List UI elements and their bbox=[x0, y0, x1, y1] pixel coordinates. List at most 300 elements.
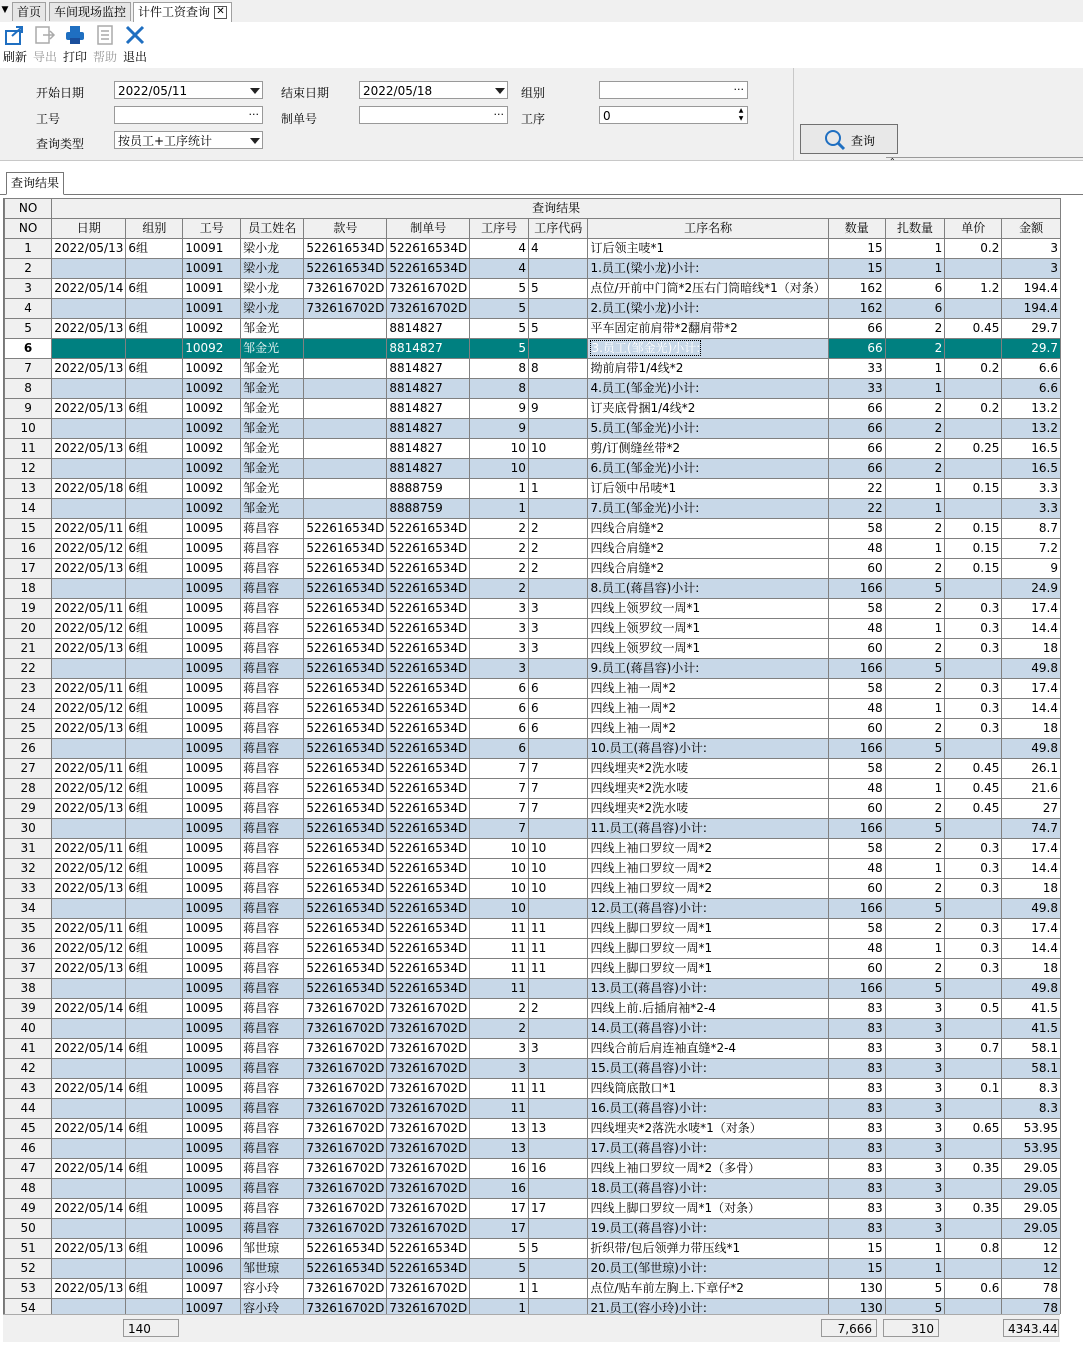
table-cell[interactable]: 21.员工(容小玲)小计: bbox=[588, 1299, 828, 1315]
table-cell[interactable]: 3 bbox=[470, 659, 529, 679]
column-header[interactable]: 金额 bbox=[1002, 219, 1061, 239]
table-cell[interactable]: 蒋昌容 bbox=[241, 1039, 304, 1059]
table-cell[interactable]: 蒋昌容 bbox=[241, 1139, 304, 1159]
table-cell[interactable]: 10091 bbox=[183, 259, 241, 279]
table-cell[interactable] bbox=[304, 399, 387, 419]
table-cell[interactable]: 5 bbox=[470, 299, 529, 319]
table-row[interactable] bbox=[5, 1219, 1061, 1239]
table-cell[interactable]: 17.4 bbox=[1002, 839, 1061, 859]
table-cell[interactable]: 10 bbox=[470, 459, 529, 479]
table-cell[interactable]: 3 bbox=[470, 1059, 529, 1079]
table-cell[interactable]: 522616534D bbox=[387, 619, 470, 639]
table-cell[interactable]: 6组 bbox=[126, 799, 183, 819]
table-cell[interactable]: 10095 bbox=[183, 839, 241, 859]
table-cell[interactable]: 邹金光 bbox=[241, 439, 304, 459]
table-cell[interactable]: 522616534D bbox=[387, 759, 470, 779]
table-cell[interactable] bbox=[945, 659, 1002, 679]
group-input[interactable] bbox=[599, 81, 748, 99]
table-cell[interactable]: 0.1 bbox=[945, 1079, 1002, 1099]
tab-query-results[interactable]: 查询结果 bbox=[6, 172, 64, 195]
table-cell[interactable] bbox=[52, 819, 126, 839]
table-cell[interactable]: 3 bbox=[1002, 239, 1061, 259]
table-cell[interactable]: 10095 bbox=[183, 1039, 241, 1059]
table-cell[interactable]: 3 bbox=[885, 1219, 945, 1239]
table-cell[interactable]: 8814827 bbox=[387, 399, 470, 419]
table-cell[interactable]: 15.员工(蒋昌容)小计: bbox=[588, 1059, 828, 1079]
table-cell[interactable]: 11 bbox=[470, 979, 529, 999]
table-cell[interactable]: 17 bbox=[470, 1219, 529, 1239]
table-cell[interactable]: 2022/05/13 bbox=[52, 959, 126, 979]
table-cell[interactable]: 17.4 bbox=[1002, 919, 1061, 939]
table-cell[interactable] bbox=[945, 419, 1002, 439]
table-cell[interactable]: 蒋昌容 bbox=[241, 1179, 304, 1199]
table-cell[interactable]: 130 bbox=[828, 1299, 885, 1315]
table-cell[interactable]: 0.3 bbox=[945, 619, 1002, 639]
table-cell[interactable] bbox=[304, 479, 387, 499]
table-cell[interactable]: 522616534D bbox=[387, 1239, 470, 1259]
table-cell[interactable] bbox=[126, 1259, 183, 1279]
table-cell[interactable]: 4 bbox=[470, 259, 529, 279]
table-cell[interactable]: 2022/05/12 bbox=[52, 539, 126, 559]
table-cell[interactable]: 58 bbox=[828, 519, 885, 539]
table-cell[interactable]: 10095 bbox=[183, 699, 241, 719]
table-cell[interactable]: 蒋昌容 bbox=[241, 899, 304, 919]
table-cell[interactable]: 梁小龙 bbox=[241, 239, 304, 259]
table-cell[interactable]: 3 bbox=[885, 1099, 945, 1119]
table-cell[interactable]: 1.员工(梁小龙)小计: bbox=[588, 259, 828, 279]
table-cell[interactable]: 10095 bbox=[183, 719, 241, 739]
table-cell[interactable]: 29.05 bbox=[1002, 1219, 1061, 1239]
table-cell[interactable] bbox=[126, 459, 183, 479]
table-cell[interactable]: 1 bbox=[885, 499, 945, 519]
table-cell[interactable] bbox=[528, 339, 588, 359]
table-cell[interactable]: 6 bbox=[470, 739, 529, 759]
table-cell[interactable]: 522616534D bbox=[387, 599, 470, 619]
table-cell[interactable]: 522616534D bbox=[387, 979, 470, 999]
table-cell[interactable]: 24.9 bbox=[1002, 579, 1061, 599]
table-cell[interactable] bbox=[126, 419, 183, 439]
table-cell[interactable]: 522616534D bbox=[304, 1259, 387, 1279]
table-cell[interactable]: 16.员工(蒋昌容)小计: bbox=[588, 1099, 828, 1119]
table-cell[interactable]: 2022/05/12 bbox=[52, 699, 126, 719]
table-cell[interactable]: 2 bbox=[470, 999, 529, 1019]
table-row[interactable] bbox=[5, 419, 1061, 439]
table-cell[interactable]: 1 bbox=[885, 1239, 945, 1259]
table-cell[interactable]: 2022/05/11 bbox=[52, 679, 126, 699]
table-cell[interactable] bbox=[304, 359, 387, 379]
table-cell[interactable]: 58 bbox=[828, 919, 885, 939]
table-cell[interactable]: 83 bbox=[828, 1139, 885, 1159]
table-cell[interactable]: 522616534D bbox=[387, 539, 470, 559]
table-cell[interactable]: 10 bbox=[470, 439, 529, 459]
table-cell[interactable]: 0.2 bbox=[945, 239, 1002, 259]
table-cell[interactable]: 58 bbox=[828, 599, 885, 619]
table-cell[interactable]: 6组 bbox=[126, 999, 183, 1019]
table-cell[interactable]: 22 bbox=[828, 499, 885, 519]
table-cell[interactable]: 48 bbox=[828, 939, 885, 959]
table-cell[interactable]: 522616534D bbox=[304, 879, 387, 899]
table-cell[interactable]: 2 bbox=[470, 559, 529, 579]
table-cell[interactable]: 6组 bbox=[126, 1079, 183, 1099]
table-row[interactable] bbox=[5, 1099, 1061, 1119]
table-cell[interactable]: 732616702D bbox=[387, 1139, 470, 1159]
table-cell[interactable]: 5.员工(邹金光)小计: bbox=[588, 419, 828, 439]
table-cell[interactable]: 58 bbox=[828, 679, 885, 699]
table-cell[interactable]: 四线埋夹*2洗水唛 bbox=[588, 799, 828, 819]
table-cell[interactable]: 6组 bbox=[126, 359, 183, 379]
table-cell[interactable]: 522616534D bbox=[304, 259, 387, 279]
table-cell[interactable]: 522616534D bbox=[304, 939, 387, 959]
row-number-cell[interactable]: 44 bbox=[5, 1099, 52, 1119]
table-cell[interactable]: 3 bbox=[470, 1039, 529, 1059]
table-cell[interactable]: 2 bbox=[885, 959, 945, 979]
table-cell[interactable]: 522616534D bbox=[387, 639, 470, 659]
table-cell[interactable]: 8814827 bbox=[387, 439, 470, 459]
table-cell[interactable]: 1 bbox=[528, 479, 588, 499]
table-cell[interactable]: 2022/05/13 bbox=[52, 359, 126, 379]
table-cell[interactable]: 66 bbox=[828, 419, 885, 439]
table-cell[interactable]: 四线上领罗纹一周*1 bbox=[588, 599, 828, 619]
table-cell[interactable]: 1 bbox=[885, 379, 945, 399]
row-number-cell[interactable]: 23 bbox=[5, 679, 52, 699]
table-cell[interactable]: 蒋昌容 bbox=[241, 619, 304, 639]
table-cell[interactable]: 2 bbox=[885, 339, 945, 359]
table-cell[interactable]: 点位/贴车前左胸上.下章仔*2 bbox=[588, 1279, 828, 1299]
table-cell[interactable]: 18 bbox=[1002, 719, 1061, 739]
table-cell[interactable]: 29.7 bbox=[1002, 319, 1061, 339]
table-cell[interactable]: 10095 bbox=[183, 919, 241, 939]
row-number-cell[interactable]: 52 bbox=[5, 1259, 52, 1279]
table-cell[interactable]: 6 bbox=[885, 299, 945, 319]
table-cell[interactable]: 11 bbox=[470, 1079, 529, 1099]
table-cell[interactable]: 6 bbox=[470, 699, 529, 719]
table-row[interactable] bbox=[5, 799, 1061, 819]
table-cell[interactable]: 12.员工(蒋昌容)小计: bbox=[588, 899, 828, 919]
table-cell[interactable]: 48 bbox=[828, 539, 885, 559]
table-cell[interactable]: 10095 bbox=[183, 779, 241, 799]
table-cell[interactable]: 3 bbox=[885, 1199, 945, 1219]
table-cell[interactable]: 11 bbox=[470, 1099, 529, 1119]
tab-list-arrow-icon[interactable]: ▼ bbox=[1, 5, 9, 15]
table-cell[interactable]: 蒋昌容 bbox=[241, 579, 304, 599]
table-cell[interactable]: 1 bbox=[885, 239, 945, 259]
table-cell[interactable]: 蒋昌容 bbox=[241, 999, 304, 1019]
table-cell[interactable]: 5 bbox=[470, 339, 529, 359]
table-cell[interactable]: 2 bbox=[885, 759, 945, 779]
table-cell[interactable]: 10092 bbox=[183, 399, 241, 419]
table-cell[interactable]: 10095 bbox=[183, 1079, 241, 1099]
table-cell[interactable]: 58.1 bbox=[1002, 1059, 1061, 1079]
table-cell[interactable]: 2022/05/13 bbox=[52, 719, 126, 739]
table-cell[interactable]: 2022/05/13 bbox=[52, 1239, 126, 1259]
table-cell[interactable] bbox=[52, 379, 126, 399]
table-row[interactable] bbox=[5, 1259, 1061, 1279]
table-cell[interactable]: 蒋昌容 bbox=[241, 719, 304, 739]
table-row[interactable] bbox=[5, 939, 1061, 959]
table-cell[interactable]: 11 bbox=[470, 939, 529, 959]
table-cell[interactable]: 6组 bbox=[126, 679, 183, 699]
table-cell[interactable]: 5 bbox=[885, 979, 945, 999]
table-cell[interactable]: 3.3 bbox=[1002, 479, 1061, 499]
table-row[interactable] bbox=[5, 1179, 1061, 1199]
table-cell[interactable]: 0.3 bbox=[945, 639, 1002, 659]
table-cell[interactable]: 522616534D bbox=[304, 779, 387, 799]
table-cell[interactable] bbox=[945, 1219, 1002, 1239]
column-header[interactable]: 款号 bbox=[304, 219, 387, 239]
table-cell[interactable]: 2 bbox=[528, 519, 588, 539]
table-cell[interactable]: 2022/05/13 bbox=[52, 319, 126, 339]
table-cell[interactable]: 6 bbox=[470, 679, 529, 699]
tab-piecework-wage-query[interactable] bbox=[133, 2, 232, 22]
table-cell[interactable]: 10095 bbox=[183, 1179, 241, 1199]
table-cell[interactable]: 732616702D bbox=[304, 1219, 387, 1239]
table-cell[interactable]: 522616534D bbox=[304, 519, 387, 539]
table-cell[interactable] bbox=[528, 379, 588, 399]
table-cell[interactable]: 10091 bbox=[183, 299, 241, 319]
table-cell[interactable]: 41.5 bbox=[1002, 1019, 1061, 1039]
row-number-cell[interactable]: 50 bbox=[5, 1219, 52, 1239]
table-cell[interactable]: 1 bbox=[885, 1259, 945, 1279]
table-cell[interactable]: 梁小龙 bbox=[241, 259, 304, 279]
worker-id-input[interactable] bbox=[114, 106, 263, 124]
table-cell[interactable]: 6组 bbox=[126, 519, 183, 539]
table-cell[interactable]: 2022/05/18 bbox=[52, 479, 126, 499]
table-cell[interactable]: 18 bbox=[1002, 959, 1061, 979]
table-cell[interactable]: 0.3 bbox=[945, 599, 1002, 619]
row-number-cell[interactable]: 27 bbox=[5, 759, 52, 779]
table-cell[interactable]: 四线上脚口罗纹一周*1 bbox=[588, 939, 828, 959]
table-row[interactable] bbox=[5, 679, 1061, 699]
table-cell[interactable]: 邹世琼 bbox=[241, 1239, 304, 1259]
table-cell[interactable]: 732616702D bbox=[304, 1079, 387, 1099]
table-cell[interactable] bbox=[304, 319, 387, 339]
row-number-cell[interactable]: 11 bbox=[5, 439, 52, 459]
table-cell[interactable]: 10096 bbox=[183, 1239, 241, 1259]
table-cell[interactable] bbox=[126, 1059, 183, 1079]
table-cell[interactable]: 10095 bbox=[183, 619, 241, 639]
order-no-input[interactable] bbox=[359, 106, 508, 124]
table-cell[interactable]: 33 bbox=[828, 379, 885, 399]
table-cell[interactable]: 29.7 bbox=[1002, 339, 1061, 359]
table-cell[interactable] bbox=[528, 1219, 588, 1239]
help-button[interactable] bbox=[90, 24, 120, 68]
table-cell[interactable]: 10095 bbox=[183, 659, 241, 679]
table-cell[interactable]: 10092 bbox=[183, 479, 241, 499]
table-row[interactable] bbox=[5, 739, 1061, 759]
table-row[interactable] bbox=[5, 699, 1061, 719]
table-cell[interactable]: 10092 bbox=[183, 419, 241, 439]
table-cell[interactable]: 8 bbox=[470, 359, 529, 379]
table-cell[interactable]: 3 bbox=[470, 619, 529, 639]
table-cell[interactable]: 13 bbox=[470, 1119, 529, 1139]
table-cell[interactable]: 522616534D bbox=[304, 799, 387, 819]
table-cell[interactable]: 10 bbox=[470, 899, 529, 919]
table-cell[interactable]: 2022/05/14 bbox=[52, 1039, 126, 1059]
table-cell[interactable]: 66 bbox=[828, 459, 885, 479]
table-cell[interactable] bbox=[528, 1179, 588, 1199]
table-cell[interactable]: 18 bbox=[1002, 879, 1061, 899]
table-cell[interactable]: 订夹底骨捆1/4线*2 bbox=[588, 399, 828, 419]
table-cell[interactable]: 15 bbox=[828, 259, 885, 279]
table-cell[interactable]: 0.15 bbox=[945, 519, 1002, 539]
table-cell[interactable]: 12 bbox=[1002, 1259, 1061, 1279]
table-cell[interactable]: 蒋昌容 bbox=[241, 1059, 304, 1079]
row-number-cell[interactable]: 18 bbox=[5, 579, 52, 599]
table-cell[interactable]: 邹金光 bbox=[241, 499, 304, 519]
table-cell[interactable]: 6组 bbox=[126, 779, 183, 799]
table-cell[interactable]: 四线上脚口罗纹一周*1（对条） bbox=[588, 1199, 828, 1219]
table-cell[interactable]: 732616702D bbox=[304, 1039, 387, 1059]
table-cell[interactable]: 10095 bbox=[183, 559, 241, 579]
table-cell[interactable]: 83 bbox=[828, 1179, 885, 1199]
row-number-cell[interactable]: 4 bbox=[5, 299, 52, 319]
table-cell[interactable]: 5 bbox=[470, 279, 529, 299]
table-row[interactable] bbox=[5, 359, 1061, 379]
table-cell[interactable]: 10 bbox=[470, 839, 529, 859]
table-cell[interactable]: 10095 bbox=[183, 939, 241, 959]
column-header[interactable]: 工序号 bbox=[470, 219, 529, 239]
table-cell[interactable]: 49.8 bbox=[1002, 739, 1061, 759]
table-cell[interactable]: 2 bbox=[885, 679, 945, 699]
row-number-cell[interactable]: 7 bbox=[5, 359, 52, 379]
table-cell[interactable]: 6 bbox=[528, 679, 588, 699]
table-cell[interactable]: 3 bbox=[528, 639, 588, 659]
print-button[interactable] bbox=[60, 24, 90, 68]
row-number-cell[interactable]: 42 bbox=[5, 1059, 52, 1079]
table-cell[interactable]: 522616534D bbox=[304, 819, 387, 839]
table-cell[interactable]: 邹金光 bbox=[241, 359, 304, 379]
table-cell[interactable]: 17.4 bbox=[1002, 599, 1061, 619]
table-cell[interactable]: 邹金光 bbox=[241, 399, 304, 419]
table-cell[interactable]: 6组 bbox=[126, 559, 183, 579]
table-cell[interactable]: 732616702D bbox=[387, 1019, 470, 1039]
table-cell[interactable]: 0.3 bbox=[945, 939, 1002, 959]
table-cell[interactable]: 522616534D bbox=[387, 879, 470, 899]
table-cell[interactable]: 0.45 bbox=[945, 319, 1002, 339]
table-cell[interactable]: 蒋昌容 bbox=[241, 559, 304, 579]
table-cell[interactable]: 6组 bbox=[126, 479, 183, 499]
table-cell[interactable]: 四线上袖一周*2 bbox=[588, 679, 828, 699]
table-cell[interactable]: 166 bbox=[828, 659, 885, 679]
table-cell[interactable]: 9 bbox=[1002, 559, 1061, 579]
table-cell[interactable] bbox=[52, 299, 126, 319]
table-cell[interactable]: 522616534D bbox=[387, 679, 470, 699]
row-number-cell[interactable]: 13 bbox=[5, 479, 52, 499]
row-number-cell[interactable]: 32 bbox=[5, 859, 52, 879]
table-cell[interactable]: 1 bbox=[470, 479, 529, 499]
table-cell[interactable]: 蒋昌容 bbox=[241, 799, 304, 819]
table-cell[interactable]: 5 bbox=[470, 1259, 529, 1279]
table-cell[interactable]: 邹世琼 bbox=[241, 1259, 304, 1279]
table-cell[interactable]: 5 bbox=[885, 1299, 945, 1315]
table-cell[interactable]: 0.15 bbox=[945, 539, 1002, 559]
table-cell[interactable]: 10091 bbox=[183, 239, 241, 259]
table-cell[interactable]: 6组 bbox=[126, 639, 183, 659]
table-cell[interactable]: 平车固定前肩带*2翻肩带*2 bbox=[588, 319, 828, 339]
table-cell[interactable]: 21.6 bbox=[1002, 779, 1061, 799]
table-cell[interactable]: 11 bbox=[528, 939, 588, 959]
table-cell[interactable]: 522616534D bbox=[387, 699, 470, 719]
table-cell[interactable]: 蒋昌容 bbox=[241, 839, 304, 859]
table-cell[interactable]: 10092 bbox=[183, 319, 241, 339]
table-cell[interactable]: 2022/05/12 bbox=[52, 859, 126, 879]
refresh-button[interactable] bbox=[0, 24, 30, 68]
table-cell[interactable] bbox=[945, 1059, 1002, 1079]
table-cell[interactable]: 2022/05/13 bbox=[52, 799, 126, 819]
table-cell[interactable]: 13 bbox=[470, 1139, 529, 1159]
table-cell[interactable] bbox=[945, 459, 1002, 479]
column-header[interactable]: 组别 bbox=[126, 219, 183, 239]
table-cell[interactable]: 2022/05/14 bbox=[52, 1119, 126, 1139]
table-cell[interactable]: 10092 bbox=[183, 459, 241, 479]
table-cell[interactable]: 166 bbox=[828, 899, 885, 919]
row-number-cell[interactable]: 39 bbox=[5, 999, 52, 1019]
table-cell[interactable]: 3 bbox=[470, 599, 529, 619]
table-cell[interactable]: 2022/05/14 bbox=[52, 1199, 126, 1219]
row-number-cell[interactable]: 35 bbox=[5, 919, 52, 939]
table-row[interactable] bbox=[5, 979, 1061, 999]
table-cell[interactable]: 点位/开前中门筒*2压右门筒暗线*1（对条） bbox=[588, 279, 828, 299]
table-cell[interactable]: 10095 bbox=[183, 1159, 241, 1179]
table-cell[interactable]: 83 bbox=[828, 1039, 885, 1059]
table-cell[interactable]: 10 bbox=[470, 859, 529, 879]
table-cell[interactable] bbox=[126, 1299, 183, 1315]
table-cell[interactable]: 0.3 bbox=[945, 839, 1002, 859]
table-cell[interactable] bbox=[52, 1099, 126, 1119]
table-cell[interactable]: 蒋昌容 bbox=[241, 1099, 304, 1119]
table-cell[interactable]: 10092 bbox=[183, 379, 241, 399]
table-cell[interactable]: 2 bbox=[885, 459, 945, 479]
table-cell[interactable] bbox=[945, 1139, 1002, 1159]
table-cell[interactable]: 522616534D bbox=[304, 719, 387, 739]
table-cell[interactable]: 1.2 bbox=[945, 279, 1002, 299]
table-cell[interactable]: 2022/05/11 bbox=[52, 919, 126, 939]
table-cell[interactable]: 7 bbox=[528, 799, 588, 819]
table-cell[interactable]: 27 bbox=[1002, 799, 1061, 819]
table-cell[interactable]: 1 bbox=[885, 859, 945, 879]
column-header[interactable]: 制单号 bbox=[387, 219, 470, 239]
table-cell[interactable]: 5 bbox=[470, 1239, 529, 1259]
column-header[interactable]: 扎数量 bbox=[885, 219, 945, 239]
table-cell[interactable]: 8814827 bbox=[387, 359, 470, 379]
table-cell[interactable] bbox=[945, 1179, 1002, 1199]
table-cell[interactable]: 0.3 bbox=[945, 879, 1002, 899]
table-cell[interactable]: 3 bbox=[885, 1059, 945, 1079]
table-row[interactable] bbox=[5, 919, 1061, 939]
table-cell[interactable] bbox=[945, 1019, 1002, 1039]
table-cell[interactable]: 0.45 bbox=[945, 799, 1002, 819]
row-number-cell[interactable]: 1 bbox=[5, 239, 52, 259]
table-cell[interactable]: 15 bbox=[828, 1239, 885, 1259]
table-row[interactable] bbox=[5, 299, 1061, 319]
table-cell[interactable] bbox=[945, 979, 1002, 999]
table-cell[interactable]: 522616534D bbox=[387, 579, 470, 599]
table-cell[interactable]: 83 bbox=[828, 1199, 885, 1219]
table-cell[interactable]: 1 bbox=[470, 1279, 529, 1299]
table-cell[interactable] bbox=[528, 659, 588, 679]
table-cell[interactable]: 10095 bbox=[183, 579, 241, 599]
table-cell[interactable]: 83 bbox=[828, 1099, 885, 1119]
table-cell[interactable]: 6组 bbox=[126, 399, 183, 419]
table-cell[interactable]: 蒋昌容 bbox=[241, 699, 304, 719]
table-cell[interactable]: 6组 bbox=[126, 1119, 183, 1139]
table-cell[interactable]: 12 bbox=[1002, 1239, 1061, 1259]
table-cell[interactable] bbox=[52, 499, 126, 519]
table-cell[interactable]: 0.3 bbox=[945, 699, 1002, 719]
table-cell[interactable]: 6组 bbox=[126, 699, 183, 719]
table-cell[interactable]: 蒋昌容 bbox=[241, 819, 304, 839]
row-number-cell[interactable]: 25 bbox=[5, 719, 52, 739]
